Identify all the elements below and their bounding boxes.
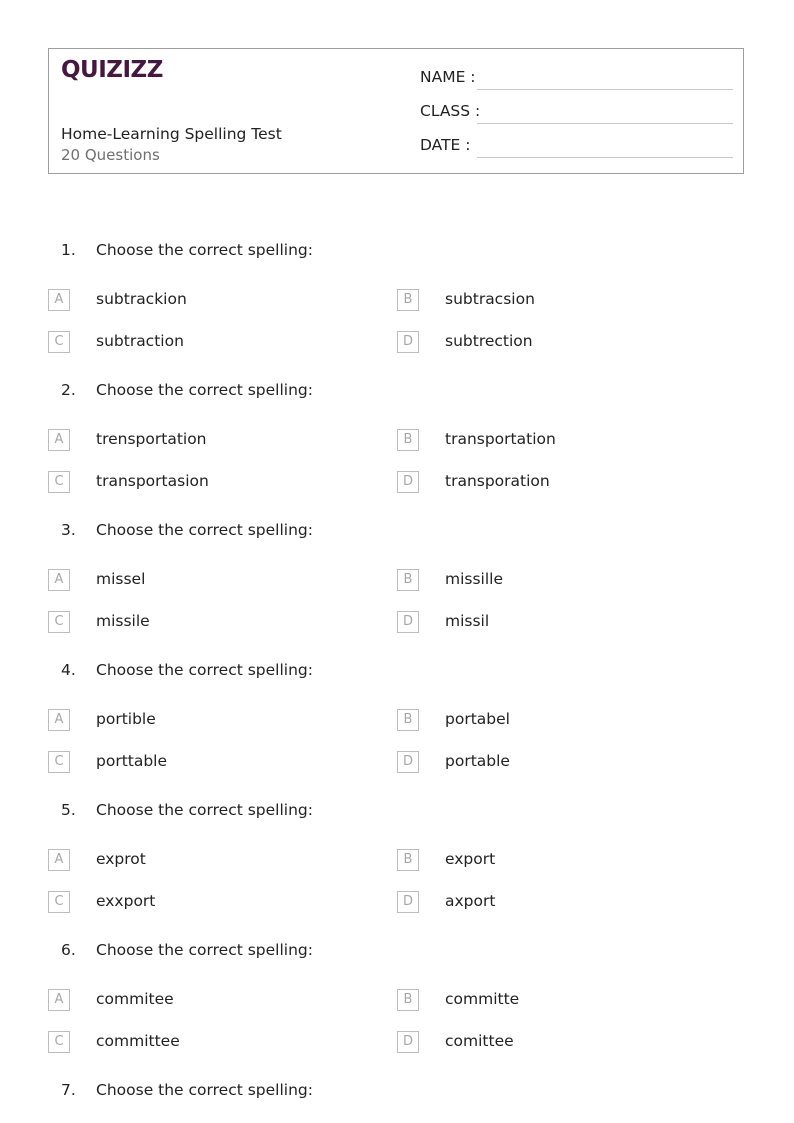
option-d-text: subtrection (445, 332, 533, 350)
option-a-text: trensportation (96, 430, 207, 448)
option-b-text: missille (445, 570, 504, 588)
name-field[interactable] (477, 89, 733, 90)
question-number: 3. (61, 521, 76, 539)
class-field[interactable] (477, 123, 733, 124)
option-a-checkbox[interactable]: A (48, 849, 70, 871)
option-d-text: portable (445, 752, 510, 770)
option-b-text: subtracsion (445, 290, 535, 308)
question-number: 4. (61, 661, 76, 679)
question-number: 2. (61, 381, 76, 399)
option-b-checkbox[interactable]: B (397, 709, 419, 731)
question-prompt: Choose the correct spelling: (96, 1081, 313, 1099)
option-c-checkbox[interactable]: C (48, 751, 70, 773)
option-b-checkbox[interactable]: B (397, 289, 419, 311)
question-prompt: Choose the correct spelling: (96, 241, 313, 259)
option-a-checkbox[interactable]: A (48, 289, 70, 311)
question-number: 5. (61, 801, 76, 819)
class-label: CLASS : (420, 102, 481, 120)
option-c-checkbox[interactable]: C (48, 1031, 70, 1053)
question-prompt: Choose the correct spelling: (96, 661, 313, 679)
option-d-text: missil (445, 612, 490, 630)
option-c-text: subtraction (96, 332, 184, 350)
question-number: 7. (61, 1081, 76, 1099)
option-c-checkbox[interactable]: C (48, 891, 70, 913)
option-d-checkbox[interactable]: D (397, 471, 419, 493)
option-a-text: portible (96, 710, 156, 728)
option-a-checkbox[interactable]: A (48, 989, 70, 1011)
option-a-checkbox[interactable]: A (48, 709, 70, 731)
option-b-text: committe (445, 990, 520, 1008)
option-b-text: portabel (445, 710, 510, 728)
option-d-checkbox[interactable]: D (397, 331, 419, 353)
option-a-checkbox[interactable]: A (48, 429, 70, 451)
option-c-checkbox[interactable]: C (48, 471, 70, 493)
question-number: 6. (61, 941, 76, 959)
question-prompt: Choose the correct spelling: (96, 381, 313, 399)
option-c-text: exxport (96, 892, 156, 910)
option-b-text: transportation (445, 430, 556, 448)
option-d-text: axport (445, 892, 496, 910)
option-d-checkbox[interactable]: D (397, 611, 419, 633)
option-d-text: comittee (445, 1032, 514, 1050)
question-prompt: Choose the correct spelling: (96, 801, 313, 819)
option-a-text: missel (96, 570, 146, 588)
quizizz-logo: QUIZIZZ (61, 57, 163, 83)
question-prompt: Choose the correct spelling: (96, 941, 313, 959)
option-d-checkbox[interactable]: D (397, 751, 419, 773)
test-title: Home-Learning Spelling Test (61, 125, 282, 143)
option-d-checkbox[interactable]: D (397, 1031, 419, 1053)
option-c-text: missile (96, 612, 150, 630)
worksheet-header (48, 48, 744, 174)
name-label: NAME : (420, 68, 476, 86)
date-field[interactable] (477, 157, 733, 158)
option-d-checkbox[interactable]: D (397, 891, 419, 913)
question-prompt: Choose the correct spelling: (96, 521, 313, 539)
question-number: 1. (61, 241, 76, 259)
option-a-checkbox[interactable]: A (48, 569, 70, 591)
option-b-text: export (445, 850, 496, 868)
option-c-checkbox[interactable]: C (48, 331, 70, 353)
option-b-checkbox[interactable]: B (397, 569, 419, 591)
option-b-checkbox[interactable]: B (397, 989, 419, 1011)
option-a-text: commitee (96, 990, 174, 1008)
question-count: 20 Questions (61, 146, 160, 164)
option-c-text: porttable (96, 752, 168, 770)
option-b-checkbox[interactable]: B (397, 849, 419, 871)
option-d-text: transporation (445, 472, 550, 490)
date-label: DATE : (420, 136, 471, 154)
option-c-text: transportasion (96, 472, 209, 490)
option-b-checkbox[interactable]: B (397, 429, 419, 451)
option-a-text: subtrackion (96, 290, 187, 308)
option-c-text: committee (96, 1032, 180, 1050)
option-a-text: exprot (96, 850, 146, 868)
option-c-checkbox[interactable]: C (48, 611, 70, 633)
